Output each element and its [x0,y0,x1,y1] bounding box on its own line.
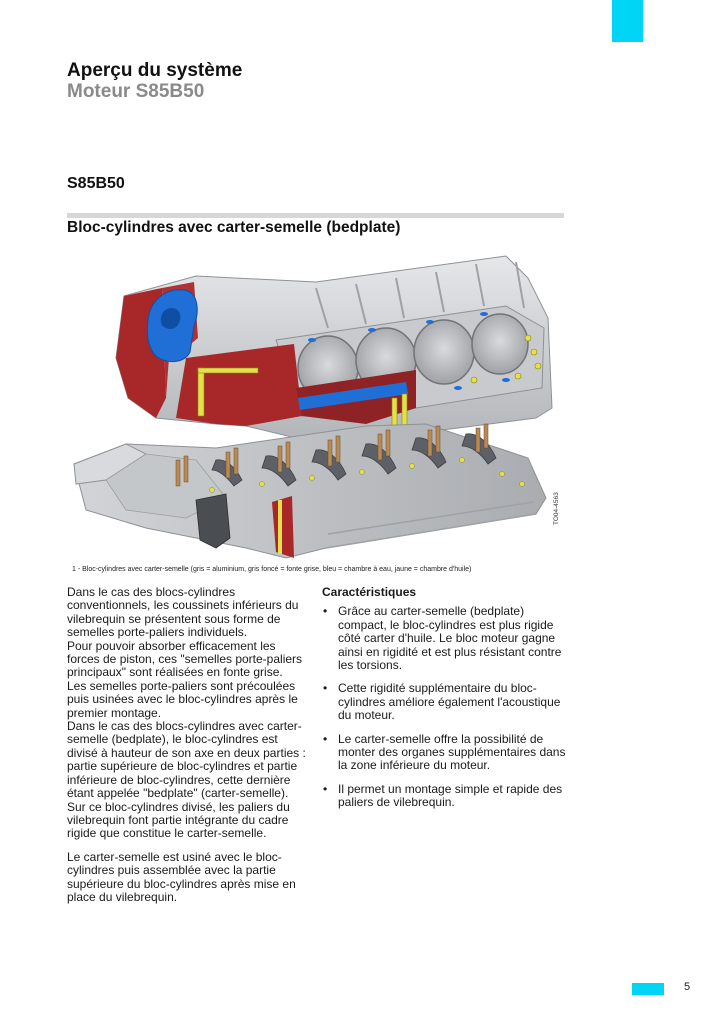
feature-text: Le carter-semelle offre la possibilité de monter des organes supplémentaires dans la zone inférieure du moteur. [338,731,566,773]
page-number: 5 [684,981,691,993]
footer-accent-tab [632,983,664,995]
body-paragraph: Le carter-semelle est usiné avec le bloc-cylindres puis assemblée avec la partie supérieure du bloc-cylindres après mise en place du vilebrequin. [67,849,296,904]
body-paragraph: Dans le cas des blocs-cylindres avec carter-semelle (bedplate), le bloc-cylindres est divisé à hauteur de son axe en deux parties : partie supérieure de bloc-cylindres et partie inférieure de bloc-cylindres, cette dernière étant appelée "bedplate" (carter-semelle). [67,719,306,801]
bullet-icon: • [323,681,328,696]
feature-text: Il permet un montage simple et rapide des paliers de vilebrequin. [338,781,563,810]
figure-code: TO04-4563 [553,492,560,525]
feature-text: Cette rigidité supplémentaire du bloc-cylindres améliore également l'acoustique du moteur. [338,681,561,723]
feature-item [322,783,567,810]
figure-caption: 1 - Bloc-cylindres avec carter-semelle (gris = aluminium, gris foncé = fonte grise, bleu = chambre à eau, jaune = chambre d'huile) [72,566,472,573]
body-paragraph: Dans le cas des blocs-cylindres conventionnels, les coussinets inférieurs du vilebrequin se présentent sous forme de semelles porte-paliers individuels. [67,585,299,640]
feature-text: Grâce au carter-semelle (bedplate) compact, le bloc-cylindres est plus rigide côté carter d'huile. Le bloc moteur gagne ainsi en rigidité et est plus résistant contre les torsions. [338,604,562,673]
engine-block-illustration [66,248,566,566]
feature-item [322,605,567,672]
feature-item [322,733,567,773]
body-paragraph: Pour pouvoir absorber efficacement les forces de piston, ces "semelles porte-paliers principaux" sont réalisées en fonte grise. [67,638,303,680]
section-title: S85B50 [67,175,125,192]
bullet-icon: • [323,731,328,746]
page-subtitle: Moteur S85B50 [67,81,205,102]
features-list [322,605,567,809]
body-paragraph: Les semelles porte-paliers sont précoulées puis usinées avec le bloc-cylindres après le premier montage. [67,678,298,720]
section-divider [67,213,564,218]
feature-item [322,682,567,722]
features-heading: Caractéristiques [322,585,417,599]
body-paragraph: Sur ce bloc-cylindres divisé, les paliers du vilebrequin font partie intégrante du cadre rigide que constitue le carter-semelle. [67,799,290,841]
upper-cylinder-block [116,256,552,438]
bedplate [74,424,546,558]
header-accent-tab [612,0,643,42]
page-title: Aperçu du système [67,60,243,81]
body-text-left [67,586,309,914]
bullet-icon: • [323,781,328,796]
features-column [322,586,567,820]
bullet-icon: • [323,604,328,619]
subsection-title: Bloc-cylindres avec carter-semelle (bedplate) [67,219,401,236]
